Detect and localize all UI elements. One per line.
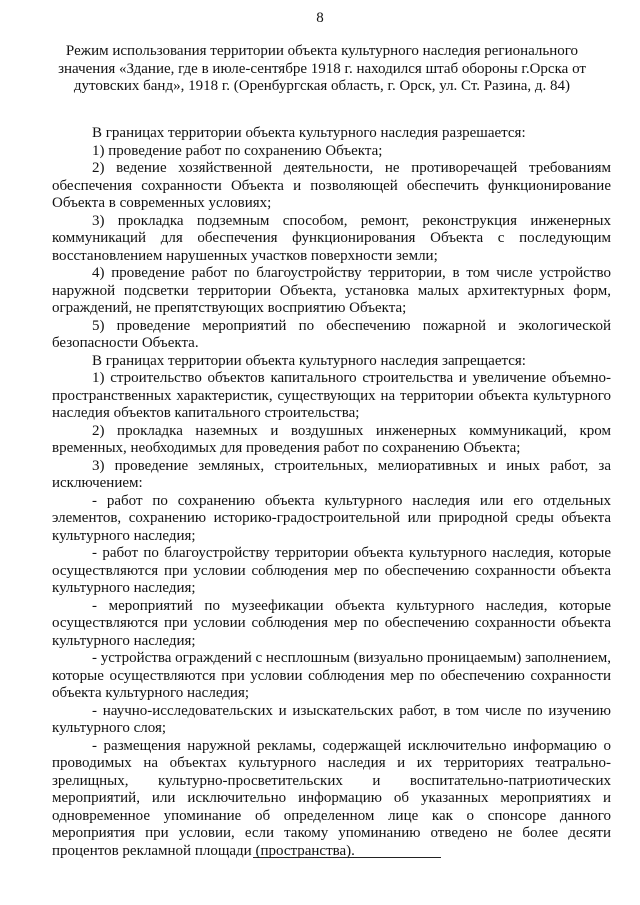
paragraph-exception-3: - мероприятий по музеефикации объекта культурного наследия, которые осуществляются при условии соблюдения мер по обеспечению сохранности объекта культурного наследия;	[52, 597, 611, 649]
paragraph-allowed-5: 5) проведение мероприятий по обеспечению пожарной и экологической безопасности Объекта.	[52, 317, 611, 351]
paragraph-forbidden-2: 2) прокладка наземных и воздушных инженерных коммуникаций, кром временных, необходимых для проведения работ по сохранению Объекта;	[52, 422, 611, 456]
paragraph-exception-6: - размещения наружной рекламы, содержащей исключительно информацию о проводимых на объектах культурного наследия и их территориях театрально-зрелищных, культурно-просветительских и воспитательно-патриотических мероприятий, или исключительно информацию об указанных мероприятиях и одновременное упоминание об определенном лице как о спонсоре данного мероприятия при условии, если такому упоминанию отведено не более десяти процентов рекламной площади (пространства).	[52, 737, 611, 859]
paragraph-exception-5: - научно-исследовательских и изыскательских работ, в том числе по изучению культурного слоя;	[52, 702, 611, 736]
paragraph-forbidden-1: 1) строительство объектов капитального строительства и увеличение объемно-пространственных характеристик, существующих на территории объекта культурного наследия объектов капитального строительства;	[52, 370, 611, 421]
document-title	[52, 43, 592, 96]
footer-divider	[253, 857, 441, 858]
paragraph-allowed-1: 1) проведение работ по сохранению Объекта;	[92, 142, 383, 159]
title-line-1: Режим использования территории объекта культурного наследия регионального	[65, 43, 579, 59]
paragraph-forbidden-3: 3) проведение земляных, строительных, мелиоративных и иных работ, за исключением:	[52, 457, 611, 491]
paragraph-forbidden-intro: В границах территории объекта культурного наследия запрещается:	[92, 352, 526, 369]
paragraph-allowed-4: 4) проведение работ по благоустройству территории, в том числе устройство наружной подсветки территории Объекта, установка малых архитектурных форм, ограждений, не препятствующих восприятию Объекта;	[52, 265, 611, 316]
paragraph-allowed-3: 3) прокладка подземным способом, ремонт, реконструкция инженерных коммуникаций для обеспечения функционирования Объекта с последующим восстановлением нарушенных участков поверхности земли;	[52, 212, 611, 264]
page-number: 8	[316, 10, 324, 26]
paragraph-exception-2: - работ по благоустройству территории объекта культурного наследия, которые осуществляются при условии соблюдения мер по обеспечению сохранности объекта культурного наследия;	[52, 545, 611, 596]
paragraph-allowed-intro: В границах территории объекта культурного наследия разрешается:	[92, 125, 526, 141]
paragraph-allowed-2: 2) ведение хозяйственной деятельности, не противоречащей требованиям обеспечения сохранности Объекта и позволяющей обеспечить функционирование Объекта в современных условиях;	[52, 160, 611, 211]
paragraph-exception-4: - устройства ограждений с несплошным (визуально проницаемым) заполнением, которые осуществляются при условии соблюдения мер по обеспечению сохранности объекта культурного наследия;	[52, 650, 611, 701]
title-line-2: значения «Здание, где в июле-сентябре 1918 г. находился штаб обороны г.Орска от	[58, 60, 586, 77]
title-line-3: дутовских банд», 1918 г. (Оренбургская область, г. Орск, ул. Ст. Разина, д. 84)	[73, 78, 571, 94]
document-body	[52, 125, 611, 860]
paragraph-exception-1: - работ по сохранению объекта культурного наследия или его отдельных элементов, сохранению историко-градостроительной или природной среды объекта культурного наследия;	[52, 492, 611, 544]
